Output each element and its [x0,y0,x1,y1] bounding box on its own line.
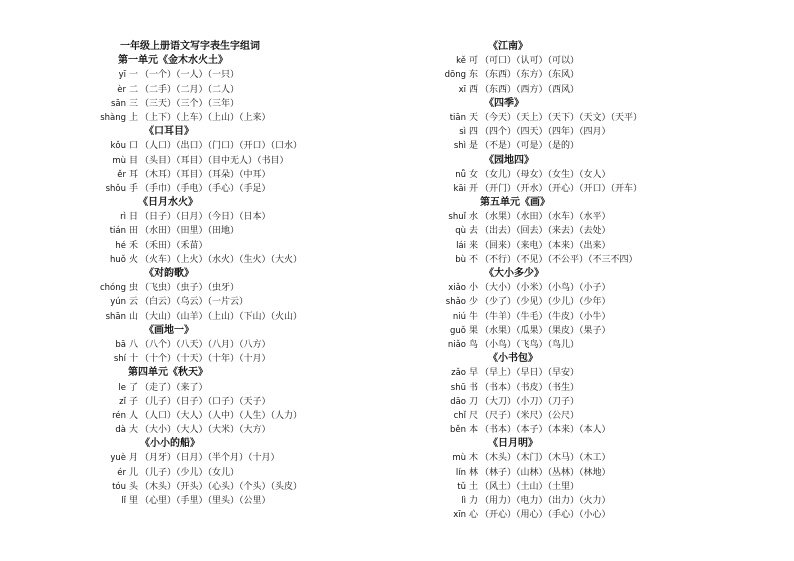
pinyin: shān [105,311,126,322]
word-group: （八个）（八天）（八月）（八方） [140,339,271,350]
pinyin: tiān [449,112,466,123]
word-group: （东西）（东方）（东风） [480,70,580,81]
word-group: （火车）（上火）（水火）（生火）（大火） [140,254,303,265]
character: 禾 [129,240,139,251]
char-row [440,508,770,522]
section-heading: 《日月水火》 [138,197,198,209]
character: 一 [129,70,139,81]
pinyin: bā [115,339,126,350]
word-group: （十个）（十天）（十年）（十月） [140,354,271,365]
pinyin: huǒ [110,254,126,265]
char-row [100,310,400,324]
character: 云 [129,297,139,308]
char-row [100,239,400,253]
pinyin: nǚ [455,169,466,180]
character: 口 [129,141,139,152]
char-row [440,224,770,238]
char-row [100,224,400,238]
character: 木 [469,453,479,464]
section-heading: 《小小的船》 [140,438,200,450]
char-row [440,494,770,508]
char-row [440,139,770,153]
char-row [100,68,400,82]
pinyin: dāo [450,396,466,407]
character: 虫 [129,283,139,294]
word-group: （大山）（山羊）（上山）（下山）（火山） [140,311,303,322]
char-row [440,239,770,253]
pinyin: dōng [444,70,466,81]
pinyin: le [118,382,126,393]
char-row [440,168,770,182]
pinyin: mù [112,155,126,166]
char-row [440,381,770,395]
word-group: （东西）（西方）（西风） [480,84,580,95]
char-row [100,182,400,196]
word-group: （上下）（上车）（上山）（上来） [140,112,271,123]
character: 了 [129,382,139,393]
word-group: （风土）（土山）（土里） [480,481,580,492]
pinyin: shuǐ [448,212,466,223]
character: 不 [469,254,479,265]
word-group: （出去）（回去）（来去）（去处） [480,226,611,237]
word-group: （三天）（三个）（三年） [140,98,240,109]
character: 天 [469,112,479,123]
char-row [100,139,400,153]
char-row [440,295,770,309]
section-heading: 《口耳目》 [144,126,194,138]
pinyin: kǒu [110,141,126,152]
word-group: （月牙）（日月）（半个月）（十月） [140,453,280,464]
word-group: （小鸟）（飞鸟）（鸟儿） [480,339,580,350]
word-group: （四个）（四天）（四年）（四月） [480,127,611,138]
pinyin: dà [115,425,126,436]
pinyin: mù [452,453,466,464]
character: 月 [129,453,139,464]
character: 三 [129,98,139,109]
character: 十 [129,354,139,365]
pinyin: shí [113,354,126,365]
char-row [440,182,770,196]
word-group: （少了）（少见）（少儿）（少年） [480,297,611,308]
character: 本 [469,425,479,436]
character: 火 [129,254,139,265]
character: 山 [129,311,139,322]
word-group: （儿子）（少儿）（女儿） [140,467,240,478]
char-row [100,281,400,295]
section-heading: 第一单元《金木水火土》 [118,55,228,67]
character: 是 [469,141,479,152]
character: 牛 [469,311,479,322]
section-heading: 第五单元《画》 [480,197,550,209]
word-group: （书本）（书皮）（书生） [480,382,580,393]
character: 小 [469,283,479,294]
pinyin: yuè [110,453,126,464]
word-group: （人口）（大人）（人中）（人生）（人力） [140,410,303,421]
section-heading: 《日月明》 [488,438,538,450]
char-row [440,68,770,82]
pinyin: kě [456,56,466,67]
character: 头 [129,481,139,492]
character: 日 [129,212,139,223]
pinyin: qù [455,226,466,237]
char-row [440,466,770,480]
pinyin: ér [117,467,126,478]
pinyin: tóu [112,481,126,492]
pinyin: niǎo [447,339,466,350]
pinyin: lǐ [121,496,126,506]
char-row [100,168,400,182]
char-row [440,111,770,125]
pinyin: bù [455,254,466,265]
pinyin: zǎo [451,368,466,379]
word-group: （木耳）（耳目）（耳朵）（中耳） [140,169,271,180]
character: 人 [129,410,139,421]
character: 四 [469,127,479,138]
character: 二 [129,84,139,95]
char-row [440,395,770,409]
word-group: （白云）（乌云）（一片云） [140,297,249,308]
char-row [100,409,400,423]
pinyin: shàng [100,112,126,123]
char-row [100,97,400,111]
word-group: （二手）（二月）（二人） [140,84,240,95]
right-column [440,40,770,522]
pinyin: hé [115,240,126,251]
pinyin: niú [452,311,466,322]
char-row [440,253,770,267]
word-group: （女儿）（母女）（女生）（女人） [480,169,611,180]
word-group: （木头）（开头）（心头）（个头）（头皮） [140,481,303,492]
character: 果 [469,325,479,336]
character: 女 [469,169,479,180]
pinyin: guǒ [450,325,466,336]
word-group: （禾田）（禾苗） [140,240,208,251]
character: 书 [469,382,479,393]
pinyin: tián [109,226,126,237]
pinyin: shì [453,141,466,152]
section-heading: 《对韵歌》 [144,268,194,279]
pinyin: xīn [453,510,466,521]
char-row [440,83,770,97]
character: 田 [129,226,139,237]
word-group: （可口）（认可）（可以） [480,56,580,67]
word-group: （大刀）（小刀）（刀子） [480,396,580,407]
section-heading: 《江南》 [488,41,528,52]
char-row [100,253,400,267]
char-row [440,480,770,494]
char-row [440,324,770,338]
word-group: （回来）（来电）（本来）（出来） [480,240,611,251]
character: 耳 [129,169,139,180]
char-row [100,295,400,309]
word-group: （开门）（开水）（开心）（开口）（开车） [480,183,643,194]
pinyin: yún [110,297,126,308]
pinyin: shǒu [105,183,126,194]
word-group: （儿子）（日子）（口子）（天子） [140,396,271,407]
character: 开 [469,183,479,194]
word-group: （林子）（山林）（丛林）（林地） [480,467,611,478]
character: 里 [129,496,139,506]
char-row [440,366,770,380]
word-group: （开心）（用心）（手心）（小心） [480,510,611,521]
char-row [100,395,400,409]
pinyin: shū [450,382,466,393]
char-row [440,409,770,423]
word-group: （走了）（来了） [140,382,208,393]
character: 少 [469,297,479,308]
character: 鸟 [469,339,479,350]
char-row [440,210,770,224]
section-heading: 《四季》 [484,97,524,109]
section-heading: 《小书包》 [488,353,538,365]
word-group: （飞虫）（虫子）（虫牙） [140,283,240,294]
pinyin: zǐ [119,396,126,407]
char-row [100,480,400,494]
pinyin: ěr [117,169,126,180]
char-row [100,338,400,352]
word-group: （大小）（大人）（大米）（大方） [140,425,271,436]
character: 东 [469,70,479,81]
pinyin: yī [118,70,126,81]
pinyin: běn [449,425,466,436]
char-row [100,352,400,366]
char-row [100,210,400,224]
char-row [100,154,400,168]
word-group: （手巾）（手电）（手心）（手足） [140,183,271,194]
word-group: （早上）（早日）（早安） [480,368,580,379]
character: 来 [469,240,479,251]
section-heading: 《画地一》 [144,324,194,336]
pinyin: lì [461,496,466,506]
word-group: （大小）（小米）（小鸟）（小子） [480,283,611,294]
pinyin: tǔ [457,481,466,492]
character: 上 [129,112,139,123]
section-heading: 《大小多少》 [484,268,544,279]
pinyin: rén [112,410,126,421]
character: 水 [469,212,479,223]
char-row [440,54,770,68]
pinyin: xī [458,84,466,95]
pinyin: sān [110,98,126,109]
char-row [440,310,770,324]
pinyin: lái [456,240,466,251]
word-group: （一个）（一人）（一只） [140,70,240,81]
character: 刀 [469,396,479,407]
char-row [100,381,400,395]
pinyin: chǐ [453,410,466,421]
word-group: （牛羊）（牛毛）（牛皮）（小牛） [480,311,611,322]
word-group: （心里）（手里）（里头）（公里） [140,496,271,506]
word-group: （尺子）（米尺）（公尺） [480,410,580,421]
character: 儿 [129,467,139,478]
pinyin: sì [459,127,466,138]
pinyin: xiǎo [448,283,466,294]
char-row [440,281,770,295]
section-heading: 第四单元《秋天》 [128,367,208,379]
word-group: （木头）（木门）（木马）（木工） [480,453,611,464]
word-group: （人口）（出口）（门口）（开口）（口水） [140,141,303,152]
char-row [100,494,400,508]
character: 子 [129,396,139,407]
char-row [440,423,770,437]
word-group: （日子）（日月）（今日）（日本） [140,212,271,223]
char-row [100,83,400,97]
character: 去 [469,226,479,237]
word-group: （水果）（水田）（水车）（水平） [480,212,611,223]
word-group: （水田）（田里）（田地） [140,226,240,237]
page-title: 一年级上册语文写字表生字组词 [120,41,260,52]
char-row [440,338,770,352]
word-group: （水果）（瓜果）（果皮）（果子） [480,325,611,336]
char-row [100,466,400,480]
word-group: （头目）（耳目）（目中无人）（书目） [140,155,289,166]
char-row [100,423,400,437]
pinyin: kāi [453,183,466,194]
word-group: （用力）（电力）（出力）（火力） [480,496,611,506]
character: 大 [129,425,139,436]
word-group: （不行）（不见）（不公平）（不三不四） [480,254,638,265]
pinyin: lín [455,467,466,478]
character: 西 [469,84,479,95]
pinyin: èr [117,84,126,95]
char-row [440,125,770,139]
character: 尺 [469,410,479,421]
character: 可 [469,56,479,67]
word-group: （今天）（天上）（天下）（天文）（天平） [480,112,643,123]
left-column [100,40,400,508]
character: 心 [469,510,479,521]
char-row [100,451,400,465]
character: 八 [129,339,139,350]
character: 土 [469,481,479,492]
character: 目 [129,155,139,166]
word-group: （不是）（可是）（是的） [480,141,580,152]
section-heading: 《园地四》 [484,154,534,166]
word-group: （书本）（本子）（本来）（本人） [480,425,611,436]
char-row [440,451,770,465]
character: 早 [469,368,479,379]
char-row [100,111,400,125]
pinyin: chóng [100,283,127,294]
character: 力 [469,496,479,506]
pinyin: shǎo [445,297,466,308]
character: 手 [129,183,139,194]
pinyin: rì [120,212,126,223]
character: 林 [469,467,479,478]
